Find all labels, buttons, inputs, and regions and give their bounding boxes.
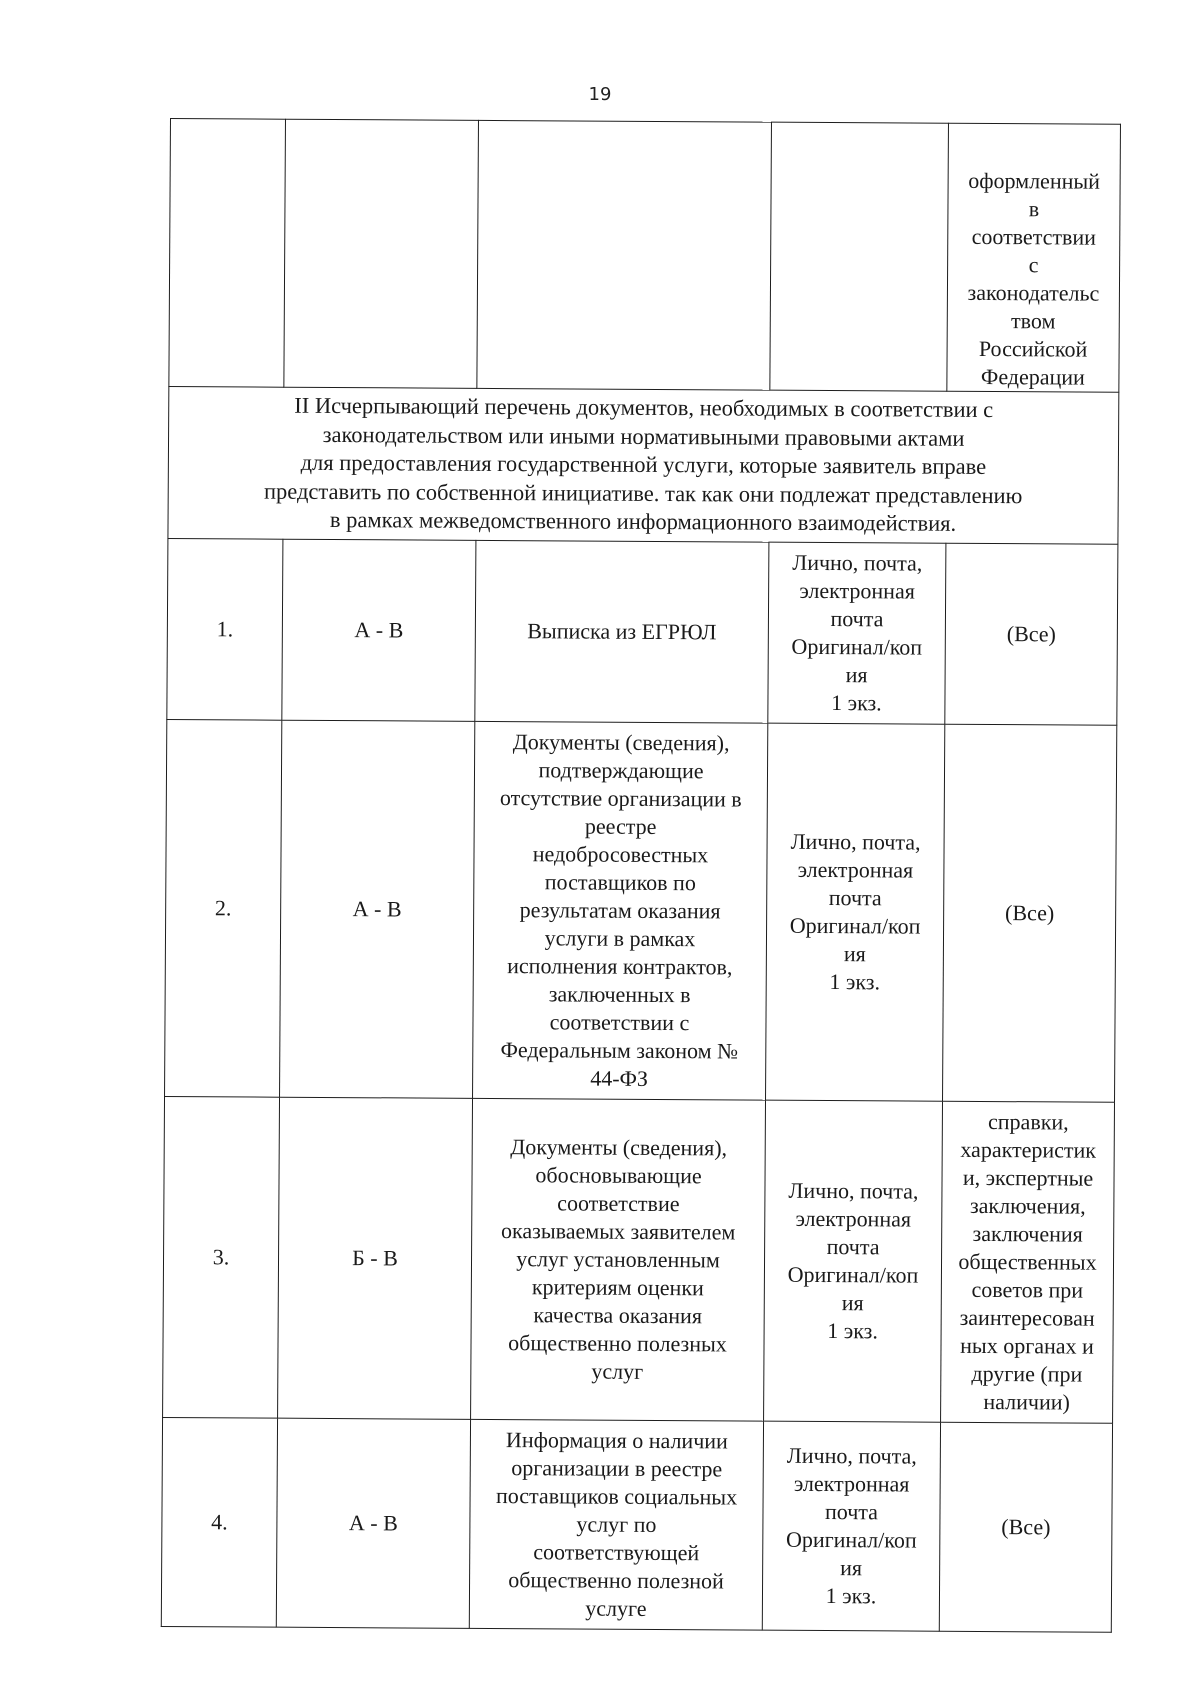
- empty-cell: [477, 120, 772, 390]
- note-text: (Все): [1005, 899, 1055, 925]
- table-row: [165, 719, 1117, 1102]
- submission-method: [764, 1100, 943, 1422]
- row-number: 2.: [165, 719, 282, 1097]
- note-text: (Все): [1001, 1513, 1051, 1539]
- table-row: [161, 1417, 1112, 1632]
- note-cell: [941, 1101, 1115, 1423]
- submission-method: [766, 723, 945, 1101]
- empty-cell: [770, 122, 949, 391]
- documents-table: [161, 118, 1121, 1632]
- table-row: [163, 1096, 1115, 1423]
- document-name-text: Выписка из ЕГРЮЛ: [527, 617, 717, 644]
- applicant-category: А - В: [280, 720, 475, 1098]
- note-cell: [947, 123, 1121, 392]
- empty-cell: [284, 119, 479, 388]
- submission-method: [768, 542, 946, 724]
- submission-method: [762, 1421, 940, 1631]
- document-name: [473, 721, 768, 1100]
- row-number: 1.: [167, 538, 283, 720]
- submission-method-text: Лично, почта, электронная почта Оригинал/коп ия 1 экз.: [787, 1177, 919, 1343]
- table-row-continuation: [169, 119, 1121, 393]
- document-name-text: Документы (сведения), обосновывающие соответствие оказываемых заявителем услуг установленным критериям оценки качества оказания общественно полезных услуг: [501, 1133, 736, 1384]
- page-number: 19: [588, 84, 612, 105]
- applicant-category: Б - В: [278, 1097, 473, 1419]
- note-text: оформленный в соответствии с законодательс твом Российской Федерации: [967, 167, 1101, 390]
- submission-method-text: Лично, почта, электронная почта Оригинал/коп ия 1 экз.: [791, 549, 923, 715]
- note-cell: [939, 1422, 1112, 1632]
- submission-method-text: Лично, почта, электронная почта Оригинал/коп ия 1 экз.: [789, 828, 921, 994]
- document-name-text: Информация о наличии организации в реестре поставщиков социальных услуг по соответствующей общественно полезной услуге: [495, 1426, 738, 1621]
- document-name: [475, 540, 769, 723]
- note-cell: [943, 724, 1117, 1102]
- applicant-category: А - В: [282, 539, 476, 721]
- row-number: 3.: [163, 1096, 280, 1418]
- note-text: (Все): [1006, 620, 1057, 646]
- note-cell: [945, 543, 1118, 725]
- submission-method-text: Лично, почта, электронная почта Оригинал/коп ия 1 экз.: [785, 1442, 917, 1608]
- document-name-text: Документы (сведения), подтверждающие отсутствие организации в реестре недобросовестных поставщиков по результатам оказания услуги в рамках исполнения контрактов, заключенных в соответствии с Федеральным законом № 44-ФЗ: [499, 728, 742, 1091]
- empty-cell: [169, 119, 286, 388]
- document-name: [469, 1419, 763, 1630]
- note-text: справки, характеристик и, экспертные заключения, заключения общественных советов при заинтересован ных органах и другие (при наличии): [958, 1108, 1097, 1415]
- row-number: 4.: [161, 1417, 277, 1627]
- section-heading-cell: [168, 386, 1119, 543]
- section-heading-row: [168, 386, 1119, 543]
- section-heading: II Исчерпывающий перечень документов, необходимых в соответствии с законодательством или иными нормативыными правовыми актами для предоставления государственной услуги, которые заявитель вправе представить по собственной инициативе. так как они подлежат представлению в рамках межведомственного информационного взаимодействия.: [263, 392, 1023, 536]
- table-row: [167, 538, 1118, 725]
- applicant-category: А - В: [276, 1418, 470, 1628]
- document-name: [471, 1098, 766, 1421]
